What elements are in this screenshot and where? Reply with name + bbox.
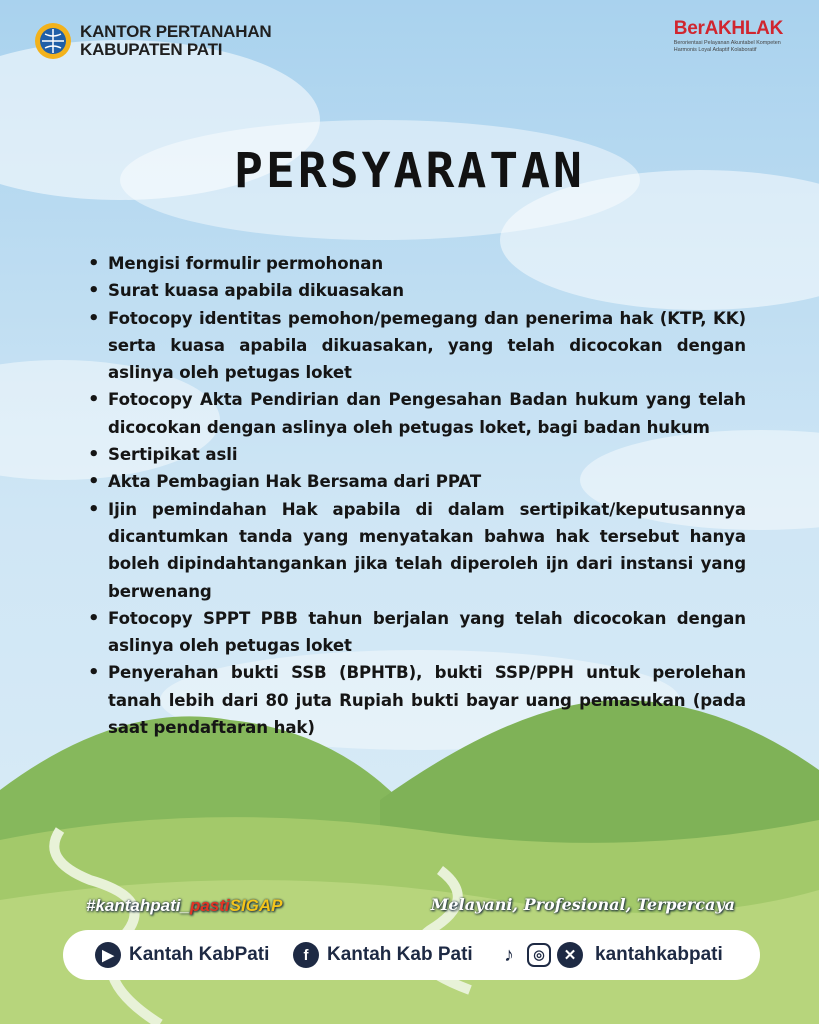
- requirements-list: [86, 250, 746, 741]
- list-item: • Fotocopy Akta Pendirian dan Pengesahan Badan hukum yang telah dicocokan dengan aslinya oleh petugas loket, bagi badan hukum: [86, 386, 746, 441]
- list-item: • Sertipikat asli: [86, 441, 746, 468]
- social-bar: [63, 930, 760, 980]
- hashtag-part1: #kantahpati_: [86, 896, 190, 915]
- tagline: Melayani, Profesional, Terpercaya: [430, 895, 735, 914]
- list-item: • Akta Pembagian Hak Bersama dari PPAT: [86, 468, 746, 495]
- list-item: • Fotocopy identitas pemohon/pemegang dan penerima hak (KTP, KK) serta kuasa apabila dikuasakan, yang telah dicocokan dengan aslinya oleh petugas loket: [86, 305, 746, 387]
- office-name-line1: KANTOR PERTANAHAN: [80, 22, 272, 41]
- x-icon: ✕: [557, 942, 583, 968]
- berakhlak-logo: [674, 18, 783, 54]
- instagram-icon: ◎: [527, 943, 551, 967]
- facebook-link[interactable]: [293, 942, 473, 968]
- tiktok-icon: ♪: [504, 943, 514, 966]
- facebook-icon: f: [293, 942, 319, 968]
- youtube-link[interactable]: [95, 942, 269, 968]
- page-title: PERSYARATAN: [234, 143, 585, 199]
- hashtag: [86, 896, 283, 916]
- berakhlak-subtitle: Berorientasi Pelayanan Akuntabel Kompeten Harmonis Loyal Adaptif Kolaboratif: [673, 40, 781, 53]
- bpn-logo-icon: [34, 22, 72, 60]
- youtube-icon: ▶: [95, 942, 121, 968]
- office-name-line2: KABUPATEN PATI: [80, 40, 223, 59]
- list-item: • Ijin pemindahan Hak apabila di dalam sertipikat/keputusannya dicantumkan tanda yang menyatakan bahwa hak tersebut hanya boleh dipindahtangankan jika telah diperoleh ijn dari instansi yang berwenang: [86, 496, 746, 605]
- office-header: [34, 22, 271, 60]
- list-item: • Penyerahan bukti SSB (BPHTB), bukti SSP/PPH untuk perolehan tanah lebih dari 80 juta Rupiah bukti bayar uang pemasukan (pada saat pendaftaran hak): [86, 659, 746, 741]
- hashtag-part2: pasti: [189, 896, 230, 915]
- list-item: • Mengisi formulir permohonan: [86, 250, 746, 277]
- list-item: • Surat kuasa apabila dikuasakan: [86, 277, 746, 304]
- handle-label: kantahkabpati: [595, 944, 723, 965]
- hashtag-part3: SIGAP: [229, 896, 283, 915]
- berakhlak-title: BerAKHLAK: [673, 18, 783, 39]
- list-item: • Fotocopy SPPT PBB tahun berjalan yang telah dicocokan dengan aslinya oleh petugas loket: [86, 605, 746, 660]
- office-name: [80, 23, 271, 59]
- youtube-label: Kantah KabPati: [129, 944, 270, 965]
- social-handle-link[interactable]: [497, 942, 723, 968]
- facebook-label: Kantah Kab Pati: [327, 944, 473, 965]
